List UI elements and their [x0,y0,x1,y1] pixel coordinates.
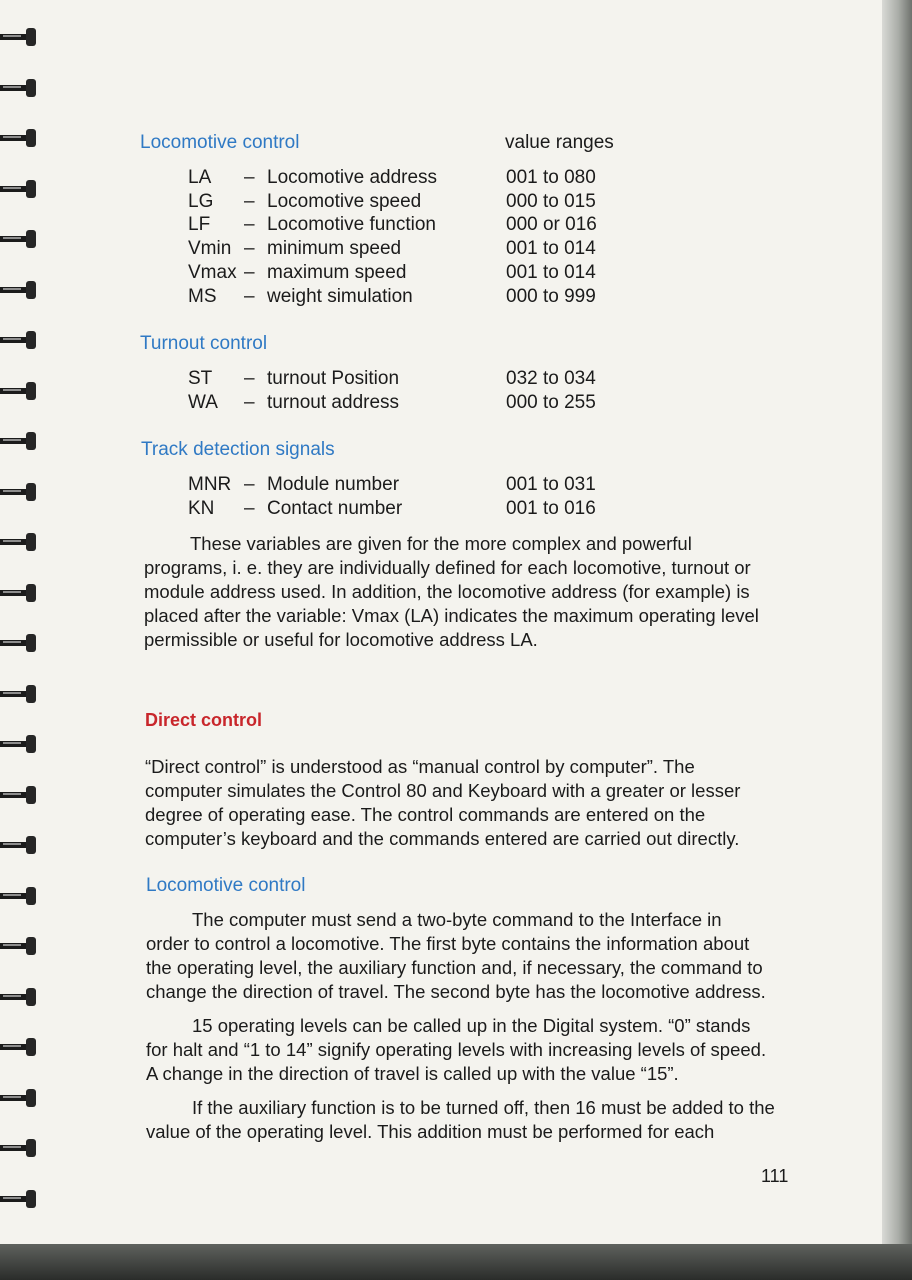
dash: – [244,498,255,519]
paragraph-line: change the direction of travel. The second byte has the locomotive address. [146,981,766,1002]
paragraph-line: “Direct control” is understood as “manual control by computer”. The [145,756,695,777]
spiral-coil [0,1139,40,1159]
spiral-coil [0,331,40,351]
direct-control-paragraph [145,755,740,851]
variable-description: turnout Position [267,368,400,389]
page-number: 111 [761,1166,789,1186]
dash: – [244,368,255,389]
dash: – [244,190,255,212]
dash: – [244,392,255,413]
spiral-coil [0,735,40,755]
paragraph-line: computer’s keyboard and the commands entered are carried out directly. [145,828,740,849]
page-edge-bottom [0,1244,912,1280]
dash: – [244,214,255,236]
variable-description: Locomotive function [267,214,436,236]
variable-description: Module number [267,474,400,495]
spiral-coil [0,1089,40,1109]
paragraph-line: computer simulates the Control 80 and Keyboard with a greater or lesser [145,780,741,801]
locomotive-control-paragraph-2 [146,1014,766,1086]
paragraph-line: permissible or useful for locomotive address LA. [144,629,538,650]
spiral-coil [0,584,40,604]
spiral-coil [0,533,40,553]
locomotive-control-heading: Locomotive control [140,132,300,153]
variable-abbr: MNR [188,474,232,495]
value-range: 001 to 016 [506,498,596,519]
variable-abbr: WA [188,392,218,413]
spiral-coil [0,685,40,705]
variable-description: minimum speed [267,238,402,260]
paragraph-line: degree of operating ease. The control commands are entered on the [145,804,706,825]
value-range: 001 to 080 [506,167,596,188]
spiral-coil [0,28,40,48]
paragraph-line: the operating level, the auxiliary function and, if necessary, the command to [146,957,763,978]
paragraph-line: A change in the direction of travel is called up with the value “15”. [146,1063,679,1084]
spiral-binding [0,0,60,1240]
variable-description: maximum speed [267,261,407,283]
variable-description: turnout address [267,392,400,413]
paragraph-line: 15 operating levels can be called up in the Digital system. “0” stands [192,1015,751,1036]
spiral-coil [0,180,40,200]
paragraph-line: placed after the variable: Vmax (LA) indicates the maximum operating level [144,605,759,626]
value-range: 000 or 016 [506,214,597,236]
variable-abbr: LG [188,190,214,212]
variable-abbr: KN [188,498,215,519]
value-range: 000 to 255 [506,392,596,413]
dash: – [244,285,255,307]
spiral-coil [0,887,40,907]
paragraph-line: If the auxiliary function is to be turned off, then 16 must be added to the [192,1097,775,1118]
value-range: 001 to 014 [506,238,596,260]
paragraph-line: value of the operating level. This addition must be performed for each [146,1121,715,1142]
spiral-coil [0,483,40,503]
variable-abbr: Vmin [188,238,232,260]
value-range: 032 to 034 [506,368,596,389]
locomotive-control-paragraph-3 [146,1096,775,1144]
locomotive-control-heading-2: Locomotive control [146,875,306,896]
spiral-coil [0,836,40,856]
locomotive-control-paragraph-1 [146,908,766,1004]
spiral-coil [0,634,40,654]
variable-description: Locomotive speed [267,190,422,212]
dash: – [244,167,255,188]
value-range: 000 to 015 [506,190,596,212]
spiral-coil [0,937,40,957]
spiral-coil [0,432,40,452]
spiral-coil [0,79,40,99]
dash: – [244,238,255,260]
spiral-coil [0,988,40,1008]
track-detection-heading: Track detection signals [141,439,335,460]
value-ranges-label: value ranges [505,132,614,153]
spiral-coil [0,1038,40,1058]
variable-abbr: LA [188,167,212,188]
spiral-coil [0,281,40,301]
variable-description: weight simulation [267,285,413,307]
spiral-coil [0,1190,40,1210]
paragraph-line: programs, i. e. they are individually defined for each locomotive, turnout or [144,557,751,578]
paragraph-line: The computer must send a two-byte command to the Interface in [192,909,722,930]
paragraph-line: for halt and “1 to 14” signify operating levels with increasing levels of speed. [146,1039,767,1060]
spiral-coil [0,382,40,402]
turnout-control-heading: Turnout control [140,333,268,354]
value-range: 001 to 014 [506,261,596,283]
variable-abbr: ST [188,368,213,389]
value-range: 000 to 999 [506,285,596,307]
dash: – [244,261,255,283]
paragraph-line: These variables are given for the more complex and powerful [190,533,692,554]
variable-description: Locomotive address [267,167,438,188]
variables-paragraph [144,532,759,652]
paragraph-line: module address used. In addition, the locomotive address (for example) is [144,581,750,602]
dash: – [244,474,255,495]
spiral-coil [0,129,40,149]
direct-control-heading: Direct control [145,710,263,730]
variable-abbr: Vmax [188,261,237,283]
page-edge-right [882,0,912,1280]
spiral-coil [0,786,40,806]
value-range: 001 to 031 [506,474,596,495]
paragraph-line: order to control a locomotive. The first byte contains the information about [146,933,750,954]
variable-description: Contact number [267,498,403,519]
variable-abbr: LF [188,214,211,236]
variable-abbr: MS [188,285,217,307]
spiral-coil [0,230,40,250]
